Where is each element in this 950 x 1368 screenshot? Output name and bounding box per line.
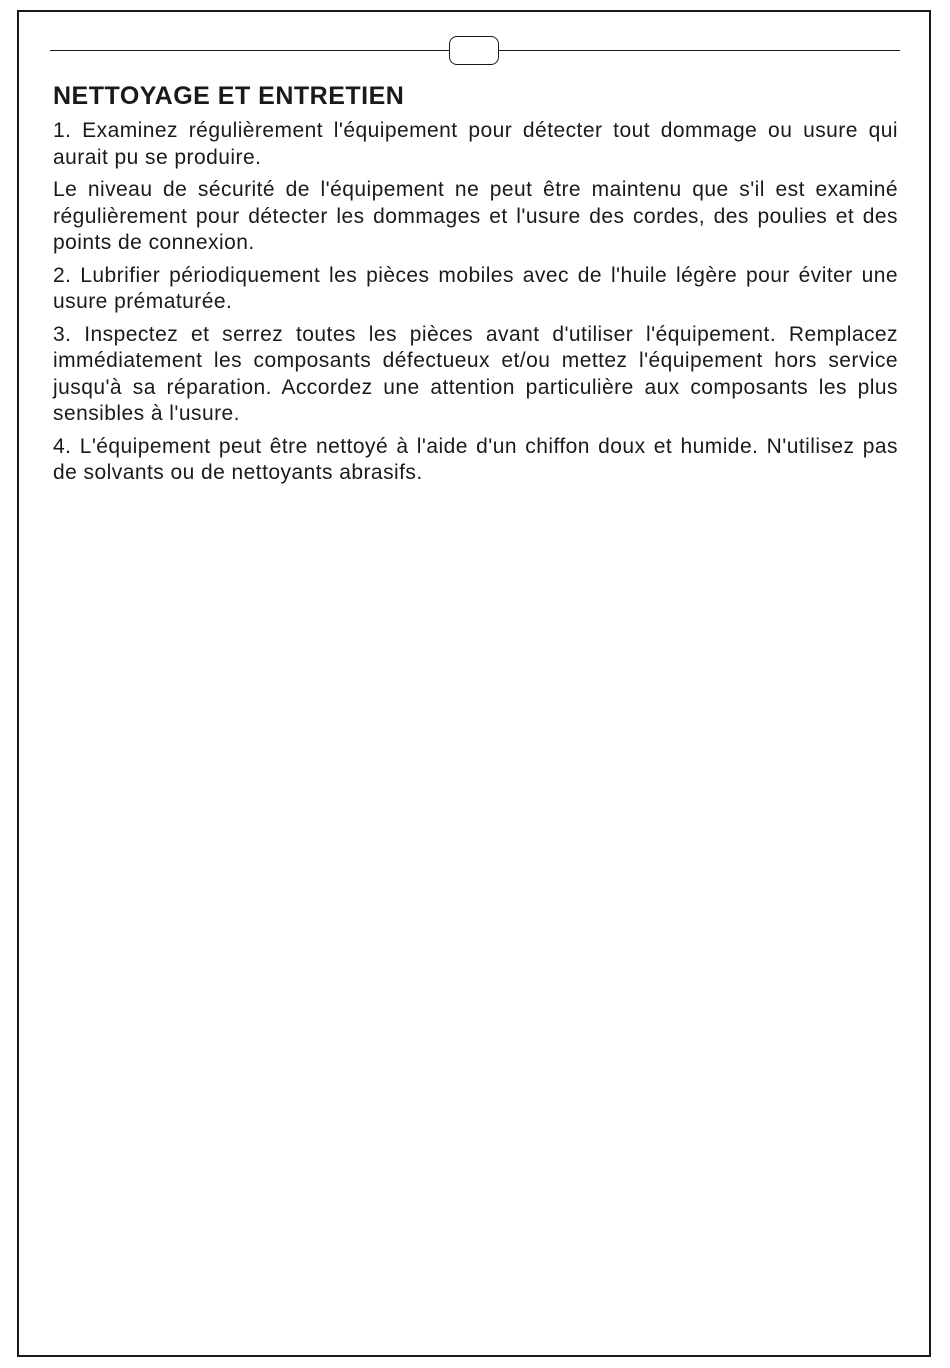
paragraph-tightening: 3. Inspectez et serrez toutes les pièces avant d'utiliser l'équipement. Remplacez immédiatement les composants défectueux et/ou mettez l'équipement hors service jusqu'à sa réparation. Accordez une attention particulière aux composants les plus sensibles à l'usure.	[53, 322, 898, 425]
page-number-tab	[449, 36, 499, 65]
paragraph-cleaning: 4. L'équipement peut être nettoyé à l'aide d'un chiffon doux et humide. N'utilisez pas de solvants ou de nettoyants abrasifs.	[53, 434, 898, 484]
paragraph-inspection: 1. Examinez régulièrement l'équipement pour détecter tout dommage ou usure qui aurait pu se produire.	[53, 119, 898, 169]
paragraph-lubrication: 2. Lubrifier périodiquement les pièces mobiles avec de l'huile légère pour éviter une usure prématurée.	[53, 263, 898, 313]
document-body	[53, 80, 898, 493]
paragraph-safety-level: Le niveau de sécurité de l'équipement ne peut être maintenu que s'il est examiné régulièrement pour détecter les dommages et l'usure des cordes, des poulies et des points de connexion.	[53, 178, 898, 254]
section-title: NETTOYAGE ET ENTRETIEN	[53, 82, 405, 110]
